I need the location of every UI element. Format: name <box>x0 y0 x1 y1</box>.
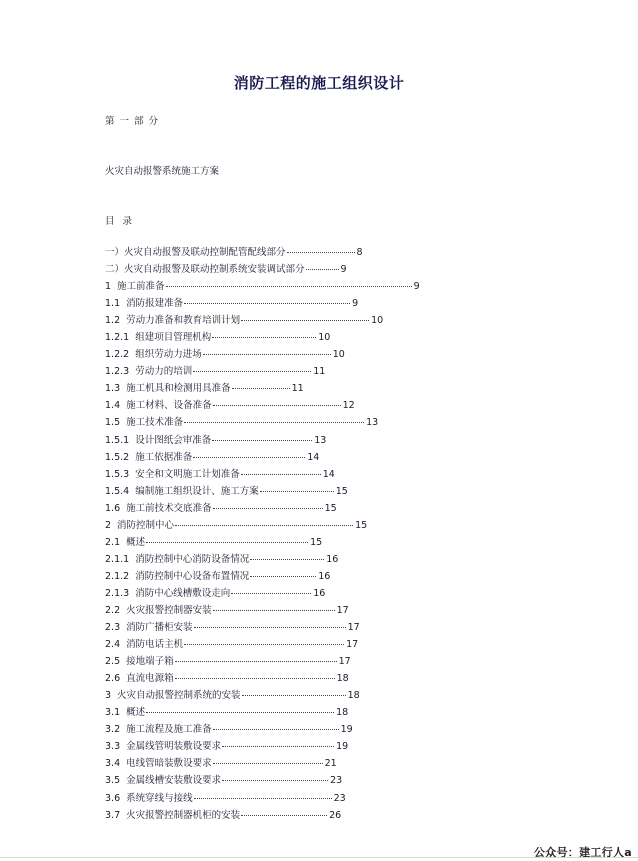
toc-leader <box>222 746 334 747</box>
toc-entry-page: 16 <box>313 587 326 599</box>
toc-entry-number: 1.2.3 <box>105 366 130 378</box>
toc-entry-text: 劳动力准备和教育培训计划 <box>126 315 241 327</box>
toc-entry-text: 二）火灾自动报警及联动控制系统安装调试部分 <box>105 264 305 276</box>
toc-leader <box>241 320 369 321</box>
toc-entry <box>105 687 405 704</box>
toc-entry <box>105 790 405 807</box>
toc-entry-text: 组建项目管理机构 <box>135 332 212 344</box>
toc-entry <box>105 261 405 278</box>
toc-leader <box>193 457 305 458</box>
toc-entry-number: 3.7 <box>105 809 121 821</box>
toc-entry-text: 消防报建准备 <box>126 298 184 310</box>
toc-entry <box>105 278 420 295</box>
toc-leader <box>242 695 346 696</box>
toc-entry-page: 10 <box>332 349 345 361</box>
toc-entry <box>105 755 405 772</box>
toc-leader <box>212 337 316 338</box>
toc-entry <box>105 312 405 329</box>
toc-entry-page: 15 <box>355 519 368 531</box>
toc-entry <box>105 738 405 755</box>
toc-entry-page: 9 <box>413 281 420 293</box>
toc-entry <box>105 602 405 619</box>
toc-entry-text: 接地端子箱 <box>126 656 174 668</box>
toc-entry-text: 火灾报警控制器安装 <box>126 604 212 616</box>
toc-entry-number: 2.4 <box>105 639 121 651</box>
toc-leader <box>203 354 331 355</box>
toc-entry <box>105 449 405 466</box>
toc-entry-text: 安全和文明施工计划准备 <box>135 468 240 480</box>
toc-entry-text: 设计图纸会审准备 <box>135 434 212 446</box>
toc-entry-text: 直流电源箱 <box>126 673 174 685</box>
toc-entry-text: 概述 <box>126 536 146 548</box>
toc-entry <box>105 244 405 261</box>
toc-entry-number: 1.1 <box>105 298 121 310</box>
toc-entry-number: 2.3 <box>105 622 121 634</box>
toc-heading: 目录 <box>105 216 141 227</box>
toc-leader <box>241 815 327 816</box>
toc-entry-number: 1.2.2 <box>105 349 130 361</box>
toc-entry-page: 17 <box>338 656 351 668</box>
toc-leader <box>222 780 328 781</box>
toc-entry <box>105 295 405 312</box>
toc-entry-page: 18 <box>347 690 360 702</box>
toc-entry-page: 17 <box>346 639 359 651</box>
toc-leader <box>146 712 334 713</box>
toc-leader <box>175 661 337 662</box>
toc-entry-text: 施工技术准备 <box>126 417 184 429</box>
toc-entry-text: 劳动力的培训 <box>135 366 193 378</box>
toc-entry-number: 1.2.1 <box>105 332 130 344</box>
toc-entry <box>105 466 405 483</box>
toc-entry-number: 1.3 <box>105 383 121 395</box>
toc-leader <box>287 252 355 253</box>
toc-entry <box>105 500 405 517</box>
toc-entry-number: 3.1 <box>105 707 121 719</box>
toc-leader <box>166 286 412 287</box>
toc-entry-number: 3.2 <box>105 724 121 736</box>
toc-entry-page: 9 <box>352 298 359 310</box>
toc-leader <box>213 610 335 611</box>
toc-entry-page: 18 <box>336 707 349 719</box>
toc-leader <box>232 388 290 389</box>
toc-entry-text: 一）火灾自动报警及联动控制配管配线部分 <box>105 247 286 258</box>
toc-entry-number: 2.1.3 <box>105 587 130 599</box>
toc-entry-text: 系统穿线与接线 <box>126 792 193 804</box>
toc-entry-text: 施工前技术交底准备 <box>126 502 212 514</box>
toc-entry <box>105 585 405 602</box>
toc-entry-text: 消防控制中心 <box>117 519 175 531</box>
toc-entry-number: 1.5.4 <box>105 485 130 497</box>
toc-entry <box>105 483 405 500</box>
toc-entry-page: 11 <box>291 383 304 395</box>
toc-entry-number: 1.2 <box>105 315 121 327</box>
toc-entry-text: 火灾自动报警控制系统的安装 <box>117 690 241 702</box>
toc-entry <box>105 721 405 738</box>
toc-entry-text: 消防控制中心消防设备情况 <box>135 553 250 565</box>
toc-entry-page: 10 <box>371 315 384 327</box>
toc-entry-number: 2.1 <box>105 536 121 548</box>
toc-entry-page: 12 <box>342 400 355 412</box>
toc-entry <box>105 346 405 363</box>
toc-leader <box>213 508 323 509</box>
toc-entry-text: 金属线管明装敷设要求 <box>126 741 222 753</box>
footer-watermark: 公众号：建工行人a <box>533 846 632 859</box>
toc-entry-text: 消防控制中心设备布置情况 <box>135 570 250 582</box>
toc-entry <box>105 551 405 568</box>
toc-entry-page: 19 <box>340 724 353 736</box>
toc-entry-text: 电线管暗装敷设要求 <box>126 758 212 770</box>
toc-entry-text: 编制施工组织设计、施工方案 <box>135 485 259 497</box>
toc-entry-text: 火灾报警控制器机柜的安装 <box>126 809 241 821</box>
toc-entry-number: 3.3 <box>105 741 121 753</box>
toc-leader <box>212 440 312 441</box>
toc-entry-number: 1.5.3 <box>105 468 130 480</box>
toc-leader <box>184 303 350 304</box>
toc-entry-number: 3 <box>105 690 112 702</box>
toc-entry-text: 概述 <box>126 707 146 719</box>
toc-entry-page: 13 <box>314 434 327 446</box>
toc-entry-number: 1.5.2 <box>105 451 130 463</box>
toc-entry-number: 2.1.2 <box>105 570 130 582</box>
toc-entry-number: 2.6 <box>105 673 121 685</box>
toc-entry-number: 2.2 <box>105 604 121 616</box>
toc-entry-text: 消防电话主机 <box>126 639 184 651</box>
toc-entry <box>105 807 405 824</box>
toc-entry-page: 17 <box>347 622 360 634</box>
toc-entry <box>105 397 405 414</box>
toc-entry-text: 施工前准备 <box>117 281 165 293</box>
toc-entry-page: 8 <box>356 247 363 258</box>
toc-entry-page: 17 <box>336 604 349 616</box>
toc-leader <box>213 729 339 730</box>
toc-entry-number: 1.6 <box>105 502 121 514</box>
toc-entry <box>105 653 405 670</box>
toc-entry-page: 19 <box>336 741 349 753</box>
toc-entry-text: 施工材料、设备准备 <box>126 400 212 412</box>
toc-entry <box>105 363 405 380</box>
toc-entry-number: 3.6 <box>105 792 121 804</box>
section-heading: 第一部分 <box>105 116 164 127</box>
toc-entry-number: 2.1.1 <box>105 553 130 565</box>
toc-leader <box>184 422 364 423</box>
toc-entry-number: 3.5 <box>105 775 121 787</box>
toc-leader <box>231 593 311 594</box>
toc-entry-page: 15 <box>310 536 323 548</box>
toc-entry-page: 11 <box>313 366 326 378</box>
table-of-contents <box>105 244 420 824</box>
toc-leader <box>250 576 316 577</box>
toc-leader <box>241 474 321 475</box>
bottom-divider <box>0 857 638 858</box>
toc-entry-text: 施工依据准备 <box>135 451 193 463</box>
toc-entry-page: 16 <box>326 553 339 565</box>
toc-entry <box>105 670 405 687</box>
toc-entry <box>105 619 405 636</box>
toc-leader <box>260 491 334 492</box>
toc-entry <box>105 380 405 397</box>
toc-entry-number: 1.4 <box>105 400 121 412</box>
toc-entry-text: 组织劳动力进场 <box>135 349 202 361</box>
toc-leader <box>194 627 346 628</box>
toc-entry-page: 23 <box>330 775 343 787</box>
toc-entry-page: 15 <box>324 502 337 514</box>
toc-entry <box>105 414 405 431</box>
toc-entry <box>105 534 405 551</box>
toc-entry-page: 15 <box>335 485 348 497</box>
toc-entry-text: 金属线槽安装敷设要求 <box>126 775 222 787</box>
toc-entry-page: 9 <box>340 264 347 276</box>
toc-entry <box>105 329 405 346</box>
toc-entry-page: 10 <box>318 332 331 344</box>
toc-entry-text: 施工机具和检测用具准备 <box>126 383 231 395</box>
page-title: 消防工程的施工组织设计 <box>233 74 405 92</box>
toc-entry <box>105 636 405 653</box>
toc-entry <box>105 772 405 789</box>
toc-entry-number: 3.4 <box>105 758 121 770</box>
toc-leader <box>213 763 323 764</box>
toc-entry-number: 1.5.1 <box>105 434 130 446</box>
toc-entry-page: 14 <box>307 451 320 463</box>
toc-leader <box>193 371 311 372</box>
toc-entry-page: 18 <box>336 673 349 685</box>
toc-entry-page: 13 <box>366 417 379 429</box>
toc-entry-text: 消防中心线槽敷设走向 <box>135 587 231 599</box>
toc-leader <box>175 678 335 679</box>
toc-entry-text: 消防广播柜安装 <box>126 622 193 634</box>
toc-entry-page: 21 <box>324 758 337 770</box>
toc-entry-number: 1.5 <box>105 417 121 429</box>
toc-entry-page: 26 <box>329 809 342 821</box>
toc-leader <box>213 405 341 406</box>
toc-entry-text: 施工流程及施工准备 <box>126 724 212 736</box>
toc-entry-page: 14 <box>322 468 335 480</box>
toc-entry <box>105 568 405 585</box>
toc-entry <box>105 704 405 721</box>
toc-leader <box>184 644 344 645</box>
toc-leader <box>306 269 339 270</box>
sub-title: 火灾自动报警系统施工方案 <box>105 166 220 177</box>
toc-leader <box>175 525 353 526</box>
toc-entry <box>105 517 405 534</box>
toc-entry <box>105 432 405 449</box>
toc-entry-number: 2.5 <box>105 656 121 668</box>
toc-leader <box>194 798 332 799</box>
toc-leader <box>250 559 324 560</box>
toc-entry-page: 16 <box>318 570 331 582</box>
toc-entry-number: 1 <box>105 281 112 293</box>
toc-entry-page: 23 <box>333 792 346 804</box>
toc-leader <box>146 542 308 543</box>
toc-entry-number: 2 <box>105 519 112 531</box>
